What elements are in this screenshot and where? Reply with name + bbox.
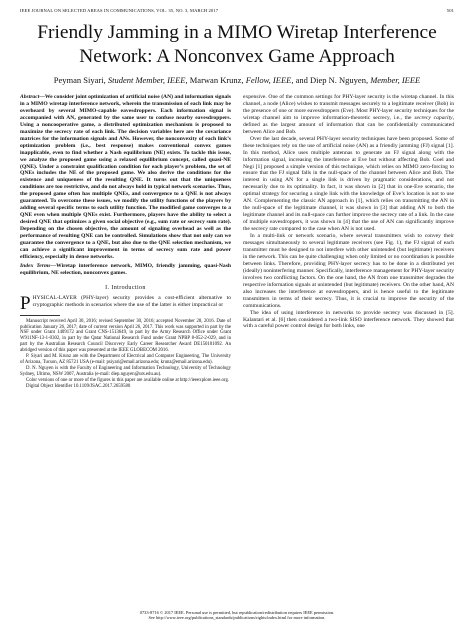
copyright-line-2: See http://www.ieee.org/publications_standards/publications/rights/index.html for more information.	[148, 615, 326, 621]
index-terms-text: —Wiretap interference network, MIMO, friendly jamming, quasi-Nash equilibrium, NE selection, nonconvex games.	[20, 262, 231, 276]
footnote-manuscript: Manuscript received April 30, 2016; revised September 30, 2016; accepted November 28, 2016. Date of publication January 26, 2017; date of current version April 26, 2017. This work was supported in part by the NSF under Grant 1409172 and Grant CNS-1513649, in part by the Army Research Office under Grant W911NF-13-1-0302, in part by the Qatar National Research Fund under Grant NPRP 8-052-2-029, and in part by the Australian Research Council Discovery Early Career Researcher Award DE150101092. An abridged version of this paper was presented at the IEEE GLOBECOM 2016.	[20, 318, 231, 354]
index-terms	[20, 263, 231, 277]
right-column	[243, 94, 454, 606]
footnote-divider	[20, 315, 60, 316]
author-2-role: Fellow, IEEE,	[245, 75, 294, 85]
intro-paragraph	[20, 292, 231, 314]
copyright-notice	[20, 610, 454, 621]
author-2-name: Marwan Krunz,	[189, 75, 244, 85]
intro-text: (PHY-layer) security provides a cost-efficient alternative to cryptographic methods in scenarios where the use of the latter is either impractical or	[32, 294, 231, 308]
abstract-text: —We consider joint optimization of artificial noise (AN) and information signals in a MIMO wiretap interference network, wherein the transmission of each link may be overheard by several MIMO-capable eavesdroppers. Each information signal is accompanied with AN, generated by the same user to confuse nearby eavesdroppers. Using a noncooperative game, a distributed optimization mechanism is proposed to maximize the secrecy rate of each link. The decision variables here are the covariance matrices for the information signals and ANs. However, the nonconvexity of each link’s optimization problem (i.e., best response) makes conventional convex games inapplicable, even to find whether a Nash equilibrium (NE) exists. To tackle this issue, we analyze the proposed game using a relaxed equilibrium concept, called quasi-NE (QNE). Under a constraint qualification condition for each player’s problem, the set of QNEs includes the NE of the proposed game. We also derive the conditions for the existence and uniqueness of the resulting QNE. It turns out that the uniqueness conditions are too restrictive, and do not always hold in typical network scenarios. Thus, the proposed game often has multiple QNEs, and convergence to a QNE is not always guaranteed. To overcome these issues, we modify the utility functions of the players by adding several specific terms to each utility function. The modified game converges to a QNE even when multiple QNEs exist. Furthermore, players have the ability to select a desired QNE that optimizes a given social objective (e.g., sum rate or secrecy sum rate). Depending on the chosen objective, the amount of signaling overhead as well as the performance of resulting QNE can be controlled. Simulations show that not only can we guarantee the convergence to a QNE, but also due to the QNE selection mechanism, we can achieve a significant improvement in terms of secrecy sum rate and power efficiency, especially in dense networks.	[20, 94, 231, 260]
title-line-1: Friendly Jamming in a MIMO Wiretap Interference	[37, 22, 437, 43]
secrecy-capacity-term: secrecy capacity	[414, 114, 453, 121]
intro-first-word: HYSICAL-LAYER	[32, 294, 77, 301]
footnote-affiliation-2: D. N. Nguyen is with the Faculty of Engineering and Information Technology, University of Technology Sydney, Ultimo, NSW 2007, Australia (e-mail: diep.nguyen@uts.edu.au).	[20, 365, 231, 377]
page-number: 501	[446, 8, 454, 13]
copyright-line-1: 0733-8716 © 2017 IEEE. Personal use is permitted, but republication/redistribution requires IEEE permission.	[139, 610, 335, 615]
abstract-label: Abstract	[20, 94, 40, 100]
author-3-name: and Diep N. Nguyen,	[295, 75, 369, 85]
footnote-color: Color versions of one or more of the figures in this paper are available online at http://ieeexplore.ieee.org.	[26, 377, 230, 383]
body-paragraph-1	[243, 94, 454, 136]
paper-title	[20, 21, 454, 69]
title-line-2: Network: A Nonconvex Game Approach	[79, 46, 395, 67]
body-paragraph-3: In a multi-link or network scenario, where several transmitters wish to convey their messages simultaneously to several legitimate receivers (see Fig. 1), the FJ signal of each transmitter must be designed to not interfere with other unintended (but legitimate) receivers in the network. This can be quite challenging when only limited or no coordination is possible between links. Therefore, providing PHY-layer secrecy has to be done in a distributed yet (ideally) noninterfering manner. Specifically, interference management for PHY-layer security involves two conflicting factors. On the one hand, the AN from one transmitter degrades the respective information signals at unintended (but legitimate) receivers. On the other hand, AN also increases the interference at eavesdroppers, and is hence useful to the legitimate transmitters in terms of their secrecy. Thus, it is crucial to improve the security of the communications.	[243, 233, 454, 309]
author-list	[20, 75, 454, 85]
left-column	[20, 94, 231, 606]
index-terms-label: Index Terms	[20, 262, 51, 269]
paragraph-1-text-b: , defined as the largest amount of information that can be confidentially communicated between Alice and Bob.	[243, 114, 454, 135]
journal-header: IEEE JOURNAL ON SELECTED AREAS IN COMMUNICATIONS, VOL. 35, NO. 3, MARCH 2017	[20, 8, 219, 13]
author-3-role: Member, IEEE	[370, 75, 421, 85]
author-1-name: Peyman Siyari,	[53, 75, 106, 85]
drop-cap: P	[20, 292, 31, 314]
abstract	[20, 94, 231, 261]
author-1-role: Student Member, IEEE,	[107, 75, 188, 85]
body-paragraph-2: Over the last decade, several PHY-layer security techniques have been proposed. Some of these techniques rely on the use of artificial noise (AN) as a friendly jamming (FJ) signal [1]. In this method, Alice uses multiple antennas to generate an FJ signal along with the information signal, increasing the interference at Eve but without affecting Bob. Goel and Negi [1] proposed a simple version of this technique, which relies on MIMO zero-forcing to ensure that the FJ signal falls in the null-space of the channel between Alice and Bob. The interest in using AN for a single link is driven by pragmatic considerations, and not necessarily due to its optimality. In fact, it was shown in [2] that in one-Eve scenario, the optimal strategy for securing a single link with the knowledge of Eve’s location is not to use AN. Complementing the classic AN approach in [1], which relies on transmitting the AN in the null-space of the legitimate channel, it was shown in [3] that adding AN to both the legitimate channel and its null-space can further improve the secrecy rate of a link. In the case of multiple eavesdroppers, it was shown in [4] that the use of AN can significantly improve the secrecy rate compared to the case when AN is not used.	[243, 135, 454, 233]
footnote-doi: Digital Object Identifier 10.1109/JSAC.2017.2659580	[26, 383, 131, 389]
body-paragraph-4: The idea of using interference in networks to provide secrecy was discussed in [5]. Kalantari et al. [6] then considered a two-link SISO interference network. They showed that with a careful power control design for both links, one	[243, 309, 454, 330]
footnote-affiliation-1: P. Siyari and M. Krunz are with the Department of Electrical and Computer Engineering, The University of Arizona, Tucson, AZ 85721 USA (e-mail: psiyari@email.arizona.edu; krunz@email.arizona.edu).	[20, 354, 231, 365]
paragraph-1-text-a: expensive. One of the common settings for PHY-layer security is the wiretap channel. In this channel, a node (Alice) wishes to transmit messages securely to a legitimate receiver (Bob) in the presence of one or more eavesdroppers (Eve). Most PHY-layer security techniques for the wiretap channel aim to improve information-theoretic secrecy, i.e., the	[243, 94, 454, 121]
section-heading: I. Introduction	[105, 284, 146, 291]
running-head	[20, 8, 454, 13]
